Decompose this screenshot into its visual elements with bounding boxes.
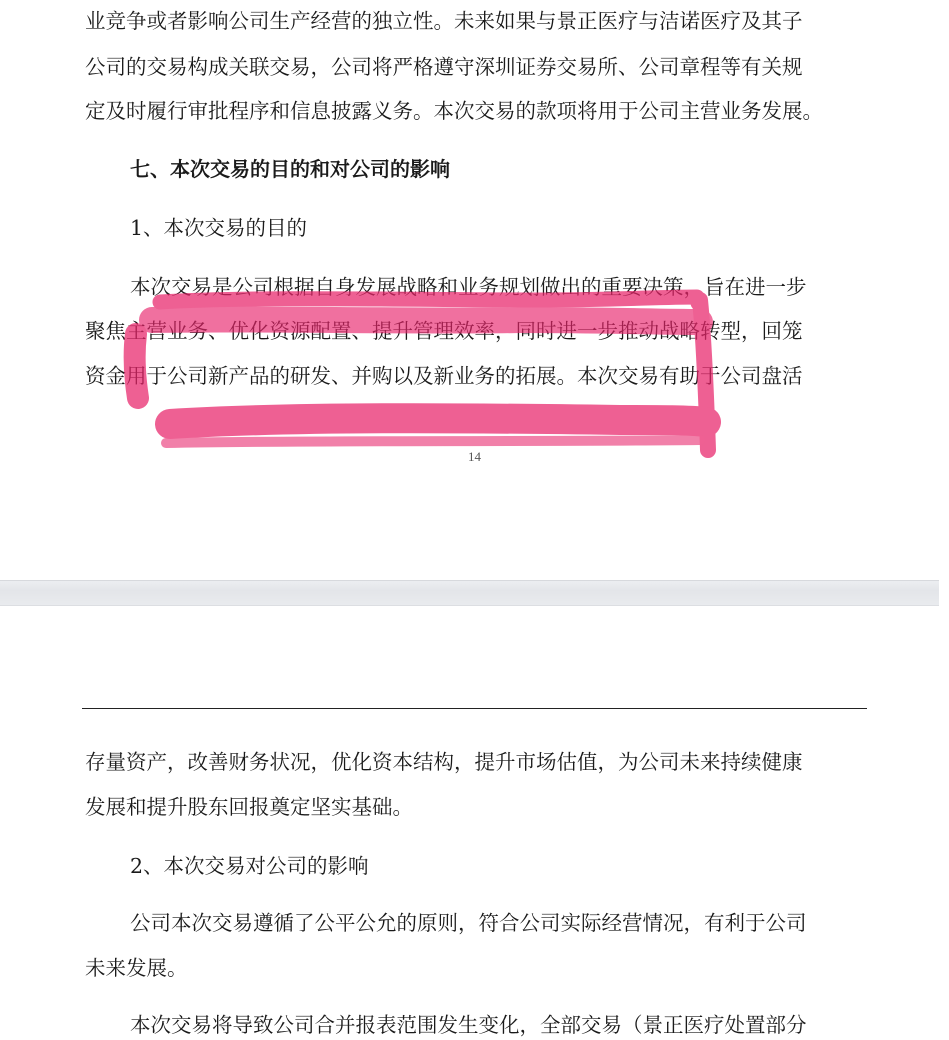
- highlight-stroke-bottom-edge: [166, 440, 700, 443]
- text-line: 聚焦主营业务、优化资源配置、提升管理效率，同时进一步推动战略转型，回笼: [85, 319, 803, 343]
- text-line: 公司的交易构成关联交易，公司将严格遵守深圳证券交易所、公司章程等有关规: [85, 55, 803, 79]
- text-line: 本次交易是公司根据自身发展战略和业务规划做出的重要决策，旨在进一步: [130, 275, 807, 299]
- text-line: 未来发展。: [85, 956, 188, 980]
- subheading: 1、本次交易的目的: [130, 216, 308, 240]
- text-line: 发展和提升股东回报奠定坚实基础。: [85, 795, 413, 819]
- document-page-15: [0, 606, 939, 1037]
- highlight-stroke-bottom: [170, 418, 706, 424]
- text-line: 定及时履行审批程序和信息披露义务。本次交易的款项将用于公司主营业务发展。: [85, 99, 823, 123]
- text-line: 业竞争或者影响公司生产经营的独立性。未来如果与景正医疗与洁诺医疗及其子: [85, 9, 803, 33]
- page-number: 14: [468, 449, 481, 464]
- text-line: 存量资产，改善财务状况，优化资本结构，提升市场估值，为公司未来持续健康: [85, 750, 803, 774]
- header-rule: [82, 708, 867, 709]
- text-line: 资金用于公司新产品的研发、并购以及新业务的拓展。本次交易有助于公司盘活: [85, 364, 803, 388]
- text-line: 公司本次交易遵循了公平公允的原则，符合公司实际经营情况，有利于公司: [130, 911, 807, 935]
- page-separator: [0, 580, 939, 606]
- section-heading: 七、本次交易的目的和对公司的影响: [130, 157, 450, 181]
- text-line-cut: 本次交易将导致公司合并报表范围发生变化，全部交易（景正医疗处置部分: [130, 1013, 807, 1037]
- subheading: 2、本次交易对公司的影响: [130, 854, 369, 878]
